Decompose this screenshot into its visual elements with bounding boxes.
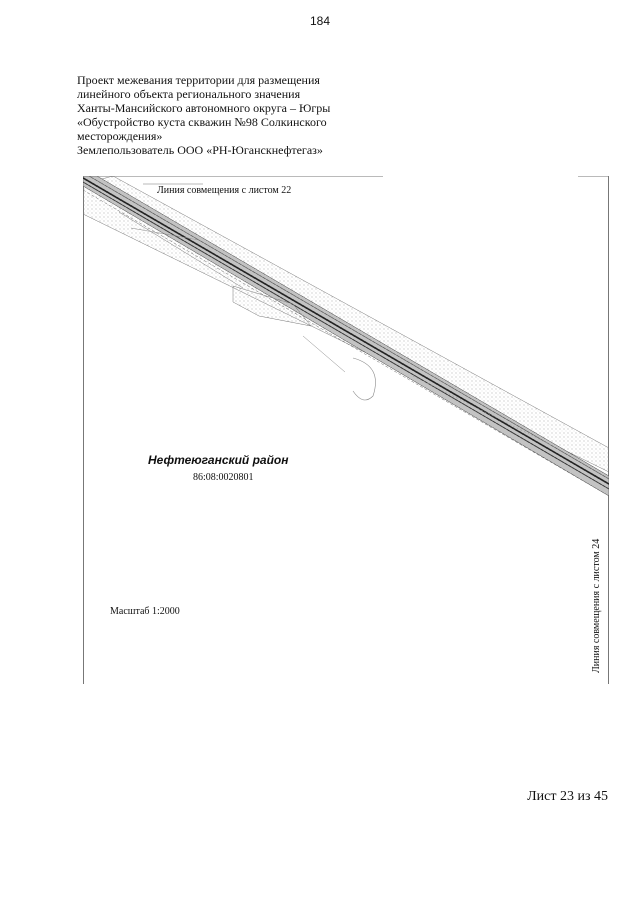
sheet-counter: Лист 23 из 45 [527,789,608,804]
access-line [303,336,345,372]
survey-map [83,176,609,684]
header-line: Ханты-Мансийского автономного округа – Югры [77,101,331,115]
header-line: месторождения» [77,129,163,143]
header-line: линейного объекта регионального значения [77,87,301,101]
page-number: 184 [309,14,331,28]
junction-label-right: Линия совмещения с листом 24 [591,538,602,673]
map-scale: Масштаб 1:2000 [110,606,180,617]
road-edge-line [83,182,609,489]
district-name: Нефтеюганский район [148,453,289,467]
junction-label-top: Линия совмещения с листом 22 [157,185,292,196]
document-header [77,73,377,157]
header-line: Землепользователь ООО «РН-Юганскнефтегаз» [77,143,323,157]
cadastral-number: 86:08:0020801 [193,472,254,483]
header-line: «Обустройство куста скважин №98 Солкинского [77,115,327,129]
header-line: Проект межевания территории для размещения [77,73,320,87]
road-edge-line [89,176,609,479]
terrain-contour [353,358,376,400]
road-centerline [83,178,609,484]
